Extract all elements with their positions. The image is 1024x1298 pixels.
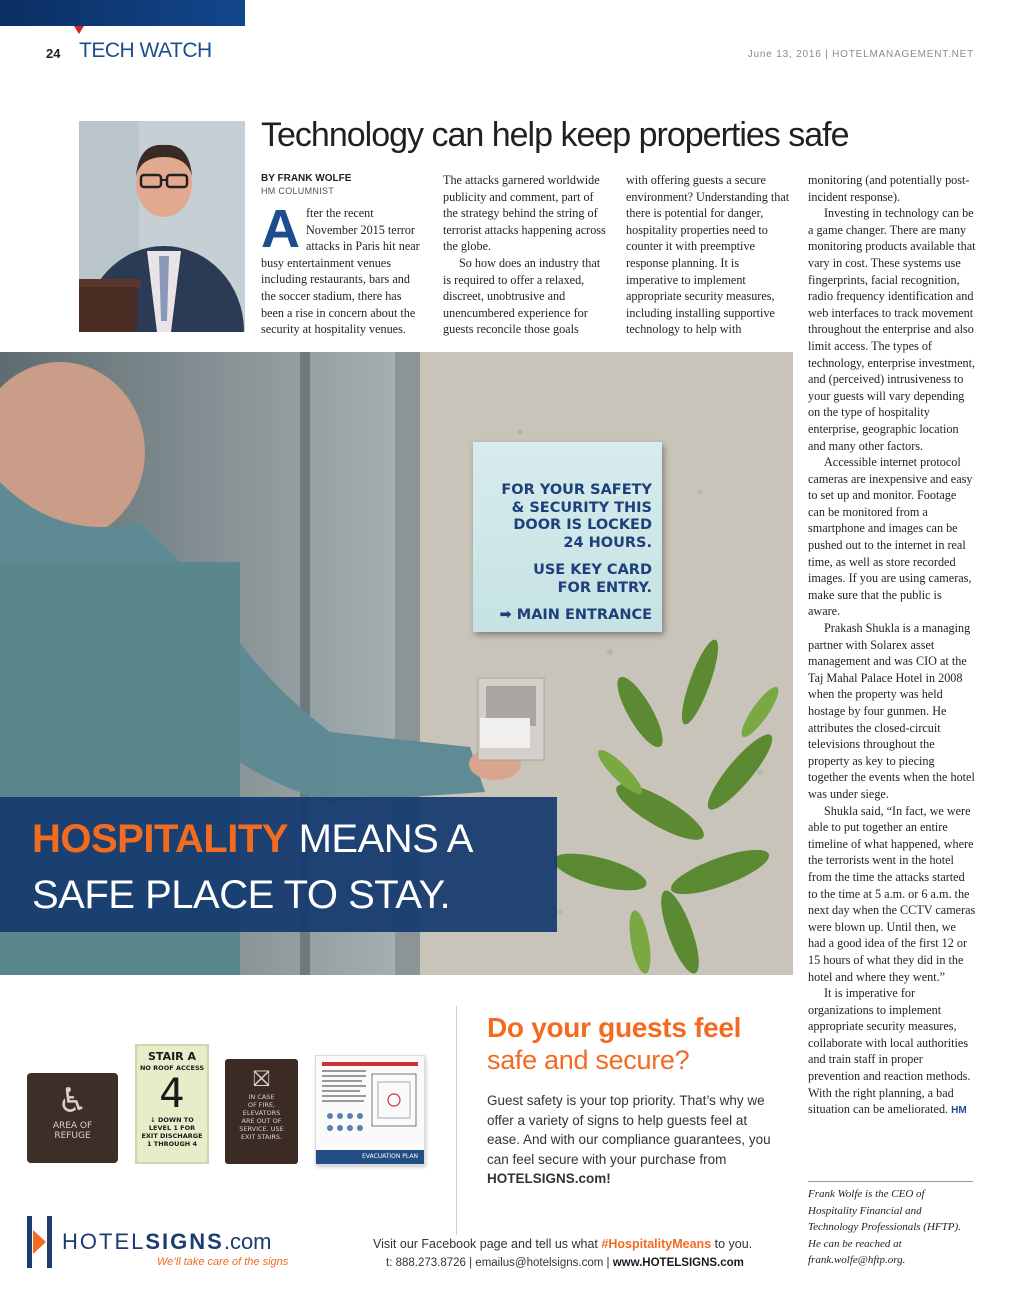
ad-brand-name: HOTELSIGNS.com! <box>487 1171 611 1186</box>
article-paragraph: with offering guests a secure environment? Understanding that there is potential for danger, hospitality properties need to counter it with preemptive response planning. It is imperative to implement appropriate security measures, including installing supportive technology to help with <box>626 173 790 337</box>
article-paragraph: Shukla said, “In fact, we were able to put together an entire timeline of what happened, where the terrorists went in the hotel from the time the attacks started to the time at 5 a.m. or 6 a.m. the next day when the CCTV cameras were blown up. Until then, we had a good idea of the first 12 or 15 hours of what they did in the hotel and where they went.” <box>808 803 976 984</box>
drop-cap: A <box>261 199 300 259</box>
section-title: TECH WATCH <box>79 39 212 62</box>
author-illustration <box>79 121 245 332</box>
article-headline: Technology can help keep properties safe <box>261 116 849 154</box>
arrow-right-icon: ➡ <box>499 607 512 623</box>
article-paragraph: It is imperative for organizations to implement appropriate security measures, collaborate with local authorities and train staff in proper prevention and reaction methods. With the right planning, a bad situation can be ameliorated. HM <box>808 986 971 1117</box>
door-sign-entrance: ➡ MAIN ENTRANCE <box>499 607 652 623</box>
ad-banner <box>0 797 557 932</box>
hotelsigns-logo-icon <box>27 1216 53 1268</box>
page-number: 24 <box>46 46 61 61</box>
article-paragraph: So how does an industry that is required to offer a relaxed, discreet, unobtrusive and unencumbered experience for guests reconcile those goals <box>443 255 601 337</box>
wheelchair-icon: ♿ <box>57 1081 88 1121</box>
author-photo <box>79 121 245 332</box>
sample-sign-evacuation <box>315 1055 425 1165</box>
article-paragraph: Accessible internet protocol cameras are inexpensive and easy to set up and monitor. Footage can be monitored from a smartphone and images can be pushed out to the internet in real time, as well as store recorded images. If you are using cameras, make sure that the public is aware. <box>808 455 973 619</box>
bio-divider <box>808 1181 973 1182</box>
contact-line: t: 888.273.8726 | emailus@hotelsigns.com | www.HOTELSIGNS.com <box>386 1257 744 1269</box>
ad-question-line-2: safe and secure? <box>487 1045 690 1075</box>
article-paragraph: Prakash Shukla is a managing partner with Solarex asset management and was CIO at the Taj Mahal Palace Hotel in 2008 when the property was held hostage by four gunmen. He attributes the closed-circuit televisions throughout the property as key to piecing together the events when the hotel was under siege. <box>808 621 975 801</box>
article-paragraph: After the recent November 2015 terror attacks in Paris hit near busy entertainment venues including restaurants, bars and the soccer stadium, there has been a rise in concern about the security at hospitality venues. <box>261 199 420 337</box>
hotelsigns-logo: HOTELSIGNS.com <box>62 1229 272 1254</box>
ad-question-line-1: Do your guests feel <box>487 1012 742 1043</box>
article-column-4 <box>808 172 976 1120</box>
banner-line-2: SAFE PLACE TO STAY. <box>32 873 451 917</box>
door-sign-line: & SECURITY THIS <box>511 499 652 516</box>
fire-stairs-icon: ⛝ <box>253 1067 270 1092</box>
article-paragraph: The attacks garnered worldwide publicity and comment, part of the strategy behind the string of terrorist attacks happening across the globe. <box>443 173 606 254</box>
sample-sign-stair: STAIR A NO ROOF ACCESS 4 ↓ DOWN TO LEVEL 1 FOR EXIT DISCHARGE 1 THROUGH 4 <box>135 1044 209 1164</box>
evacuation-map-icon <box>316 1056 424 1150</box>
byline-role: HM COLUMNIST <box>261 186 335 196</box>
ad-divider <box>456 1006 457 1235</box>
banner-line-1: HOSPITALITY MEANS A <box>32 817 473 861</box>
ad-body-text: Guest safety is your top priority. That’s why we offer a variety of signs to help guests feel at ease. And with our compliance guarantees, you can feel secure with your purchase from HOTELSIGNS.com! <box>487 1093 771 1186</box>
header-color-bar <box>0 0 245 26</box>
evacuation-label: EVACUATION PLAN <box>316 1150 424 1164</box>
door-sign-line: USE KEY CARD <box>533 562 652 578</box>
website-link: www.HOTELSIGNS.com <box>612 1257 744 1269</box>
door-sign <box>473 442 662 632</box>
article-paragraph: monitoring (and potentially post-incident response). <box>808 173 970 204</box>
article-paragraph: Investing in technology can be a game changer. There are many monitoring products available that vary in cost. These systems use fingerprints, facial recognition, radio frequency identification and web interfaces to track movement throughout the enterprise and also limit access. The types of technology, enterprise investment, and (perceived) intrusiveness to your guests will vary depending on the type of hospitality enterprise, geographic location and many other factors. <box>808 206 976 453</box>
door-sign-line: DOOR IS LOCKED <box>513 517 652 533</box>
sample-sign-fire: ⛝ IN CASE OF FIRE, ELEVATORS ARE OUT OF SERVICE. USE EXIT STAIRS. <box>225 1059 298 1164</box>
dateline: June 13, 2016 | HOTELMANAGEMENT.NET <box>747 49 974 60</box>
sample-sign-refuge: ♿ AREA OF REFUGE <box>27 1073 118 1163</box>
door-sign-line: FOR YOUR SAFETY <box>501 482 652 498</box>
byline: BY FRANK WOLFE <box>261 173 352 184</box>
article-column-2 <box>443 172 611 338</box>
article-column-1 <box>261 199 426 338</box>
author-bio: Frank Wolfe is the CEO of Hospitality Financial and Technology Professionals (HFTP). He can be reached at frank.wolfe@hftp.org. <box>808 1188 961 1266</box>
hashtag: #HospitalityMeans <box>601 1237 712 1251</box>
article-column-3 <box>626 172 791 338</box>
door-sign-line: FOR ENTRY. <box>557 579 652 596</box>
facebook-callout: Visit our Facebook page and tell us what #HospitalityMeans to you. <box>373 1237 753 1251</box>
door-sign-line: 24 HOURS. <box>563 534 652 551</box>
header-marker-icon <box>74 26 84 34</box>
logo-tagline: We’ll take care of the signs <box>157 1256 289 1268</box>
end-mark: HM <box>951 1105 967 1117</box>
